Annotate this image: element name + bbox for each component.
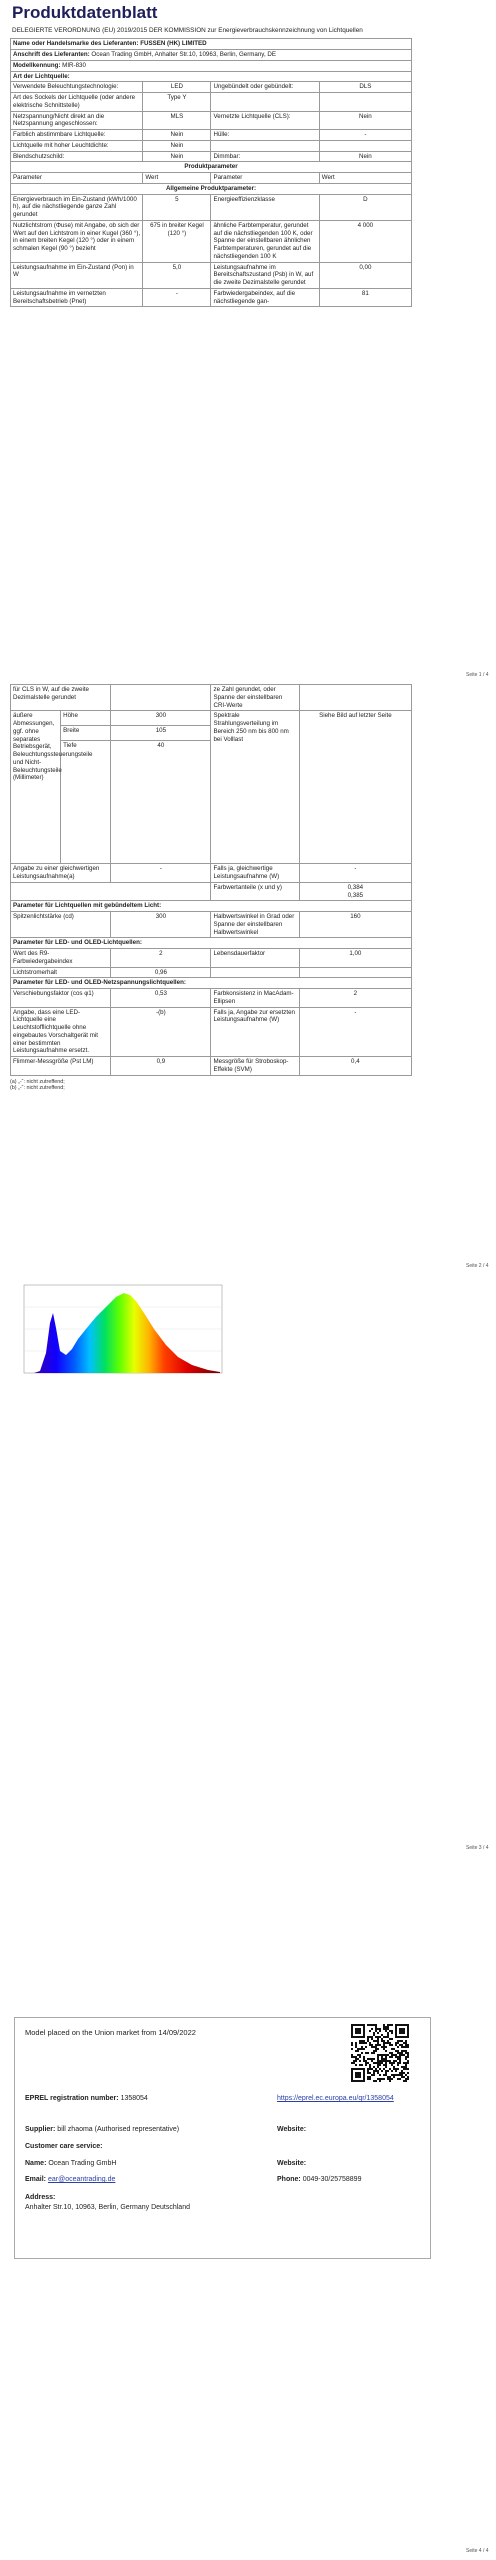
dim-width-label: Breite (61, 726, 111, 741)
light-type-heading: Art der Lichtquelle: (11, 71, 412, 82)
power-factor-label: Verschiebungsfaktor (cos φ1) (11, 989, 111, 1008)
param-value: 4 000 (319, 220, 411, 262)
chromaticity-value: 0,384 0,385 (299, 882, 411, 901)
equivalent-power-value: - (111, 864, 211, 883)
param-value: 675 in breiter Kegel (120 °) (143, 220, 211, 262)
market-placement-date: Model placed on the Union market from 14/09/2022 (25, 2028, 196, 2037)
peak-intensity-value: 300 (111, 912, 211, 938)
care-email-link[interactable]: ear@oceantrading.de (47, 2176, 116, 2183)
param-label: Farbwiedergabeindex, auf die nächstliegende gan- (211, 288, 319, 307)
col-header-param-right: Parameter (211, 173, 319, 184)
continued-left-text: für CLS in W, auf die zweite Dezimalstelle gerundet (11, 685, 111, 711)
dim-width-value: 105 (111, 726, 211, 741)
customer-care-heading: Customer care service: (25, 2143, 103, 2150)
stroboscopic-label: Messgröße für Stroboskop-Effekte (SVM) (211, 1057, 299, 1076)
qr-code-icon[interactable] (351, 2024, 409, 2082)
eprel-number: 1358054 (120, 2095, 148, 2102)
chromaticity-label: Farbwertanteile (x und y) (211, 882, 299, 901)
equivalent-power-right-value: - (299, 864, 411, 883)
param-value: 0,00 (319, 262, 411, 288)
spectral-value: Siehe Bild auf letzter Seite (299, 711, 411, 864)
param-label: Energieeffizienzklasse (211, 194, 319, 220)
page-number-2: Seite 2 / 4 (466, 1263, 489, 1269)
light-type-row (11, 140, 412, 151)
care-phone-row (277, 2176, 361, 2183)
param-label: Leistungsaufnahme im vernetzten Bereitschaftsbetrieb (Pnet) (11, 288, 143, 307)
care-name-value: Ocean Trading GmbH (48, 2160, 117, 2167)
supplier-label: Supplier: (25, 2126, 56, 2133)
param-label: Verwendete Beleuchtungstechnologie: (11, 82, 143, 93)
param-label: Hülle: (211, 130, 319, 141)
param-value: Nein (319, 111, 411, 130)
param-label: Vernetzte Lichtquelle (CLS): (211, 111, 319, 130)
col-header-value-left: Wert (143, 173, 211, 184)
dim-depth-label: Tiefe (61, 741, 111, 864)
page-number-1: Seite 1 / 4 (466, 672, 489, 678)
continued-right-text: ze Zahl gerundet, oder Spanne der einstellbaren CRI-Werte (211, 685, 299, 711)
dim-height-value: 300 (111, 711, 211, 726)
param-label: Dimmbar: (211, 151, 319, 162)
page-number-4: Seite 4 / 4 (466, 2548, 489, 2554)
supplier-address-label: Anschrift des Lieferanten: (13, 51, 90, 58)
col-header-value-right: Wert (319, 173, 411, 184)
general-params-rows (11, 194, 412, 307)
fluorescent-replacement-value: -(b) (111, 1007, 211, 1057)
care-address-label: Address: (25, 2194, 56, 2201)
param-value: Nein (143, 130, 211, 141)
dim-height-label: Höhe (61, 711, 111, 726)
dls-params-heading: Parameter für Lichtquellen mit gebündeltem Licht: (11, 901, 412, 912)
r9-label: Wert des R9-Farbwiedergabeindex (11, 949, 111, 968)
spectral-label: Spektrale Strahlungsverteilung im Bereich 250 nm bis 800 nm bei Volllast (211, 711, 299, 864)
page-title: Produktdatenblatt (12, 3, 158, 22)
param-value (319, 140, 411, 151)
regulation-intro: DELEGIERTE VERORDNUNG (EU) 2019/2015 DER KOMMISSION zur Energieverbrauchskennzeichnung von Lichtquellen (12, 27, 363, 35)
dim-depth-value: 40 (111, 741, 211, 864)
supplier-address: Ocean Trading GmbH, Anhalter Str.10, 10963, Berlin, Germany, DE (91, 51, 276, 58)
supplier-row (25, 2126, 179, 2133)
replaced-power-value: - (299, 1007, 411, 1057)
param-label: Leistungsaufnahme im Ein-Zustand (Pon) in W (11, 262, 143, 288)
general-params-heading: Allgemeine Produktparameter: (11, 183, 412, 194)
supplier-address-row (11, 50, 412, 61)
eprel-registration (25, 2095, 148, 2102)
general-param-row (11, 288, 412, 307)
eprel-info-card (14, 2017, 431, 2259)
light-type-row (11, 151, 412, 162)
survival-factor-value: 1,00 (299, 949, 411, 968)
param-label: Farblich abstimmbare Lichtquelle: (11, 130, 143, 141)
care-address-value: Anhalter Str.10, 10963, Berlin, Germany Deutschland (25, 2204, 190, 2211)
flicker-value: 0,9 (111, 1057, 211, 1076)
param-label: Netzspannung/Nicht direkt an die Netzspannung angeschlossen: (11, 111, 143, 130)
param-label: Leistungsaufnahme im Bereitschaftszustand (Psb) in W, auf die zweite Dezimalstelle gerundet (211, 262, 319, 288)
spectral-distribution-figure (16, 1283, 226, 1383)
model-label: Modellkennung: (13, 61, 61, 69)
param-label: Lichtquelle mit hoher Leuchtdichte: (11, 140, 143, 151)
param-label (211, 93, 319, 112)
param-label: Art des Sockels der Lichtquelle (oder andere elektrische Schnittstelle) (11, 93, 143, 112)
replaced-power-label: Falls ja, Angabe zur ersetzten Leistungsaufnahme (W) (211, 1007, 299, 1057)
param-value: Nein (143, 151, 211, 162)
param-label (211, 140, 319, 151)
param-value: 5,0 (143, 262, 211, 288)
general-param-row (11, 220, 412, 262)
eprel-link[interactable]: https://eprel.ec.europa.eu/qr/1358054 (277, 2095, 394, 2102)
supplier-name: Name oder Handelsmarke des Lieferanten: FUSSEN (HK) LIMITED (11, 39, 412, 50)
param-value: 81 (319, 288, 411, 307)
param-value: MLS (143, 111, 211, 130)
care-website-label: Website: (277, 2160, 307, 2167)
param-label: Blendschutzschild: (11, 151, 143, 162)
beam-angle-label: Halbwertswinkel in Grad oder Spanne der einstellbaren Halbwertswinkel (211, 912, 299, 938)
general-param-row (11, 262, 412, 288)
colour-consistency-value: 2 (299, 989, 411, 1008)
dimensions-label: äußere Abmessungen, ggf. ohne separates Betriebsgerät, Beleuchtungssteuerungsteile und Nicht-Beleuchtungsteile (Millimeter) (11, 711, 61, 864)
light-type-row (11, 93, 412, 112)
care-phone-label: Phone: (277, 2176, 301, 2183)
datasheet-page-2 (10, 684, 412, 1092)
care-phone-value: 0049-30/25758899 (302, 2176, 362, 2183)
care-name-label: Name: (25, 2160, 47, 2167)
care-email-row (25, 2176, 115, 2183)
param-label: Nutzlichtstrom (Φuse) mit Angabe, ob sich der Wert auf den Lichtstrom in einer Kugel (360 °), in einem breiten Kegel (120 °) oder in einem schmalen Kegel (90 °) bezieht (11, 220, 143, 262)
general-param-row (11, 194, 412, 220)
param-value: Nein (143, 140, 211, 151)
param-value: LED (143, 82, 211, 93)
r9-value: 2 (111, 949, 211, 968)
param-value: Type Y (143, 93, 211, 112)
datasheet-page-1 (10, 0, 412, 307)
led-params-heading: Parameter für LED- und OLED-Lichtquellen: (11, 938, 412, 949)
eprel-label: EPREL registration number: (25, 2095, 119, 2102)
mains-params-heading: Parameter für LED- und OLED-Netzspannungslichtquellen: (11, 978, 412, 989)
colour-consistency-label: Farbkonsistenz in MacAdam-Ellipsen (211, 989, 299, 1008)
footnote-a: (a) „-“: nicht zutreffend; (10, 1078, 65, 1085)
light-type-row (11, 130, 412, 141)
supplier-value: bill zhaoma (Authorised representative) (57, 2126, 180, 2133)
param-value (319, 93, 411, 112)
light-type-row (11, 111, 412, 130)
fluorescent-replacement-label: Angabe, dass eine LED-Lichtquelle eine Leuchtstofflichtquelle ohne eingebautes Vorschaltgerät mit einer bestimmten Leistungsaufnahme ersetzt. (11, 1007, 111, 1057)
supplier-website-label: Website: (277, 2126, 307, 2133)
col-header-param-left: Parameter (11, 173, 143, 184)
footnote-b: (b) „-“: nicht zutreffend; (10, 1085, 65, 1092)
equivalent-power-label: Angabe zu einer gleichwertigen Leistungsaufnahme(a) (11, 864, 111, 883)
footnotes (10, 1079, 412, 1093)
product-params-heading: Produktparameter (11, 162, 412, 173)
beam-angle-value: 160 (299, 912, 411, 938)
param-value: 5 (143, 194, 211, 220)
peak-intensity-label: Spitzenlichtstärke (cd) (11, 912, 111, 938)
lumen-maintenance-label: Lichtstromerhalt (11, 967, 111, 978)
supplier-table (10, 38, 412, 307)
equivalent-power-right-label: Falls ja, gleichwertige Leistungsaufnahme (W) (211, 864, 299, 883)
power-factor-value: 0,53 (111, 989, 211, 1008)
param-value: DLS (319, 82, 411, 93)
param-value: - (319, 130, 411, 141)
lumen-maintenance-value: 0,96 (111, 967, 211, 978)
param-value: - (143, 288, 211, 307)
light-type-rows (11, 82, 412, 162)
param-label: ähnliche Farbtemperatur, gerundet auf die nächstliegenden 100 K, oder Spanne der einstellbaren ähnlichen Farbtemperaturen, gerundet auf die nächstliegenden 100 K (211, 220, 319, 262)
care-email-label: Email: (25, 2176, 47, 2183)
model-value: MIR-830 (62, 61, 86, 69)
param-value: D (319, 194, 411, 220)
param-label: Ungebündelt oder gebündelt: (211, 82, 319, 93)
flicker-label: Flimmer-Messgröße (Pst LM) (11, 1057, 111, 1076)
survival-factor-label: Lebensdauerfaktor (211, 949, 299, 968)
care-name-row (25, 2160, 116, 2167)
param-label: Energieverbrauch im Ein-Zustand (kWh/1000 h), auf die nächstliegende ganze Zahl gerundet (11, 194, 143, 220)
params-table-continued (10, 684, 412, 1076)
model-row (11, 60, 412, 71)
param-value: Nein (319, 151, 411, 162)
page-number-3: Seite 3 / 4 (466, 1845, 489, 1851)
light-type-row (11, 82, 412, 93)
stroboscopic-value: 0,4 (299, 1057, 411, 1076)
